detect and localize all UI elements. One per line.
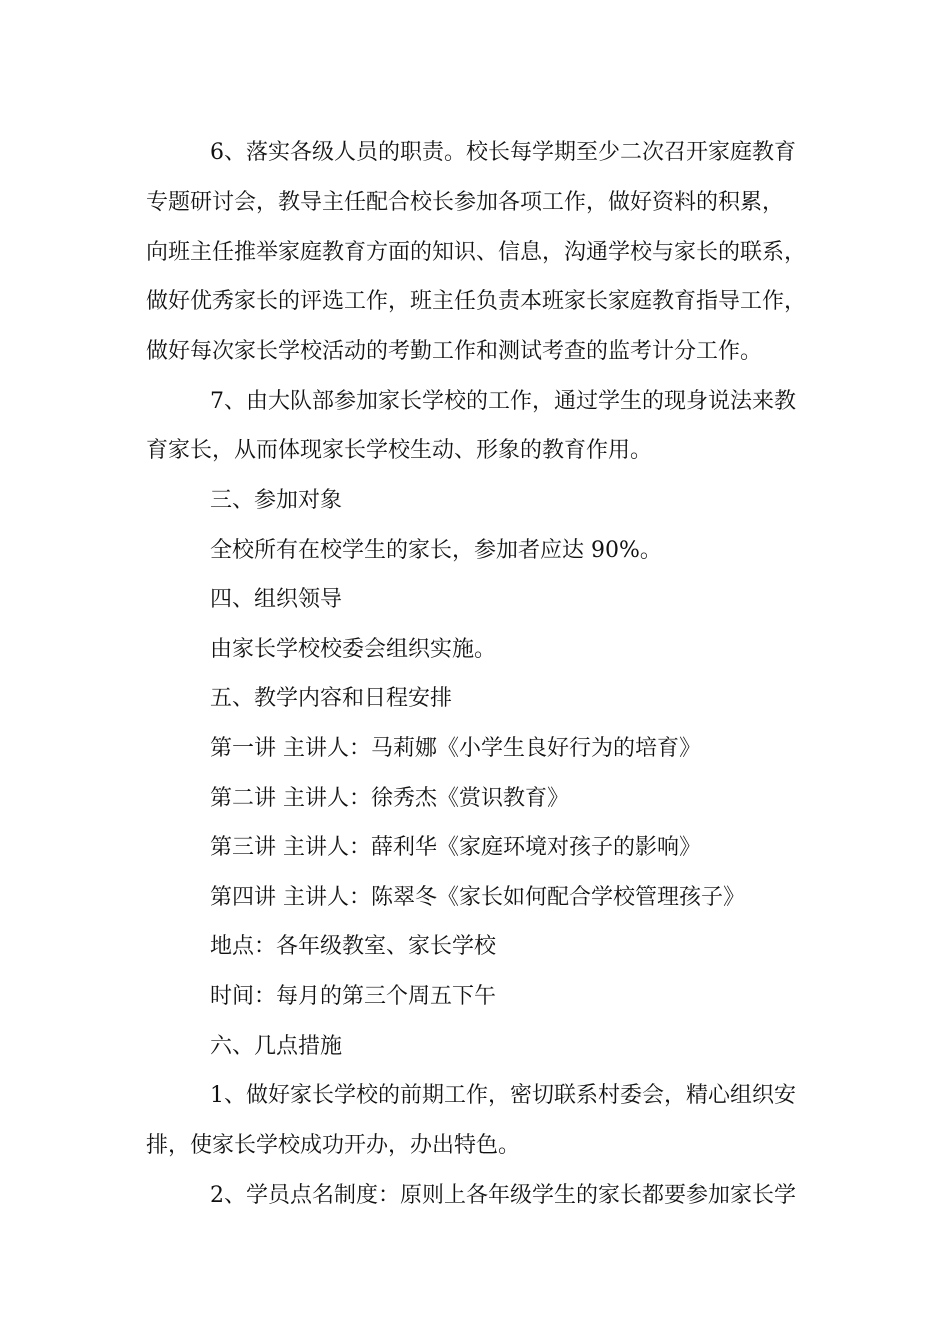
lecture-3: 第三讲 主讲人：薛利华《家庭环境对孩子的影响》: [210, 835, 701, 860]
section-heading-participants: 三、参加对象: [210, 488, 343, 513]
lecture-1: 第一讲 主讲人：马莉娜《小学生良好行为的培育》: [210, 736, 701, 761]
time-text: 时间：每月的第三个周五下午: [210, 984, 497, 1009]
measure-1-line-2: 排，使家长学校成功开办，办出特色。: [146, 1133, 521, 1158]
lecture-4: 第四讲 主讲人：陈翠冬《家长如何配合学校管理孩子》: [210, 885, 745, 910]
measure-1-line-1: 1、做好家长学校的前期工作，密切联系村委会，精心组织安: [210, 1083, 796, 1108]
section-heading-schedule: 五、教学内容和日程安排: [210, 686, 453, 711]
section-heading-measures: 六、几点措施: [210, 1034, 343, 1059]
paragraph-6-line-2: 专题研讨会，教导主任配合校长参加各项工作，做好资料的积累，: [146, 190, 785, 215]
paragraph-6-line-3: 向班主任推举家庭教育方面的知识、信息，沟通学校与家长的联系，: [146, 240, 807, 265]
paragraph-6-line-5: 做好每次家长学校活动的考勤工作和测试考查的监考计分工作。: [146, 339, 763, 364]
paragraph-6-line-1: 6、落实各级人员的职责。校长每学期至少二次召开家庭教育: [210, 140, 796, 165]
leadership-text: 由家长学校校委会组织实施。: [210, 637, 497, 662]
participants-text: 全校所有在校学生的家长，参加者应达 90%。: [210, 538, 662, 563]
location-text: 地点：各年级教室、家长学校: [210, 934, 497, 959]
section-heading-leadership: 四、组织领导: [210, 587, 343, 612]
lecture-2: 第二讲 主讲人：徐秀杰《赏识教育》: [210, 786, 569, 811]
paragraph-6-line-4: 做好优秀家长的评选工作，班主任负责本班家长家庭教育指导工作，: [146, 289, 807, 314]
paragraph-7-line-2: 育家长，从而体现家长学校生动、形象的教育作用。: [146, 438, 653, 463]
paragraph-7-line-1: 7、由大队部参加家长学校的工作，通过学生的现身说法来教: [210, 389, 796, 414]
measure-2-line-1: 2、学员点名制度：原则上各年级学生的家长都要参加家长学: [210, 1183, 796, 1208]
